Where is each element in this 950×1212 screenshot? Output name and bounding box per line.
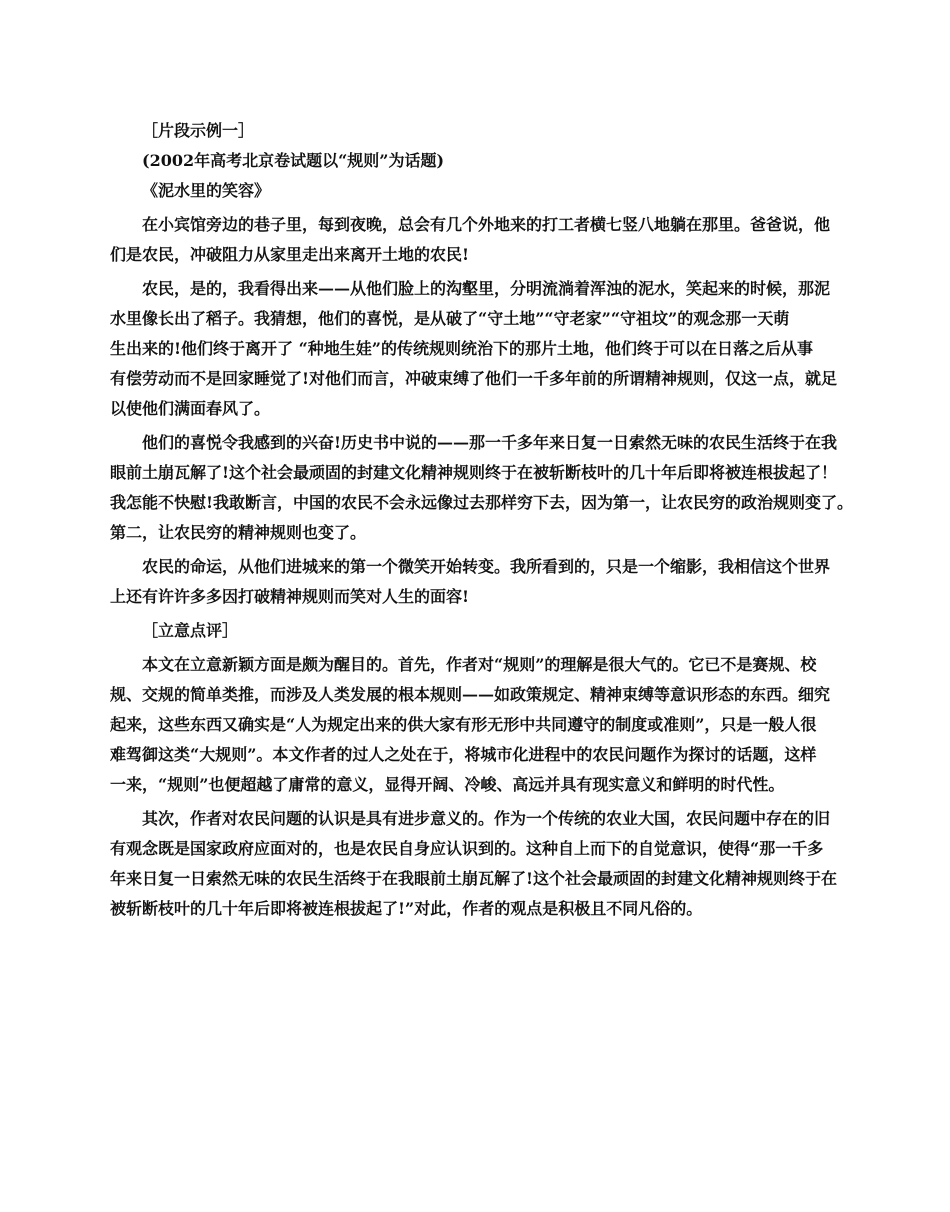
text-line: 们是农民，冲破阻力从家里走出来离开土地的农民! [110,245,470,264]
text-line: 我怎能不快慰!我敢断言，中国的农民不会永远像过去那样穷下去，因为第一，让农民穷的政治规则变了。 [110,493,854,512]
section-label: ［片段示例一］ [142,121,255,140]
text-line: 有观念既是国家政府应面对的，也是农民自身应认识到的。这种自上而下的自觉意识，使得“那一千多 [110,839,824,858]
text-line: 一来，“规则”也便超越了庸常的意义，显得开阔、冷峻、高远并具有现实意义和鲜明的时代性。 [110,775,785,794]
text-line: 农民，是的，我看得出来——从他们脸上的沟壑里，分明流淌着浑浊的泥水，笑起来的时候，那泥 [142,279,831,298]
text-line: 规、交规的简单类推，而涉及人类发展的根本规则——如政策规定、精神束缚等意识形态的东西。细究 [110,685,831,704]
text-line: 其次，作者对农民问题的认识是具有进步意义的。作为一个传统的农业大国，农民问题中存在的旧 [142,809,831,828]
text-line: 被斩断枝叶的几十年后即将被连根拔起了!”对此，作者的观点是积极且不同凡俗的。 [110,899,703,918]
text-line: 有偿劳动而不是回家睡觉了!对他们而言，冲破束缚了他们一千多年前的所谓精神规则，仅这一点，就足 [110,369,838,388]
text-line: 难驾御这类“大规则”。本文作者的过人之处在于，将城市化进程中的农民问题作为探讨的话题，这样 [110,745,817,764]
essay-title: 《泥水里的笑容》 [142,181,271,200]
text-line: 生出来的!他们终于离开了 “种地生娃”的传统规则统治下的那片土地，他们终于可以在日落之后从事 [110,339,814,358]
text-line: 上还有许许多多因打破精神规则而笑对人生的面容! [110,587,470,606]
text-line: 以使他们满面春风了。 [110,399,271,418]
commentary-paragraph [110,804,845,924]
text-line: 眼前土崩瓦解了!这个社会最顽固的封建文化精神规则终于在被斩断枝叶的几十年后即将被连根拔起了！ [110,463,838,482]
essay-paragraph [110,210,845,270]
source-note: (2002年高考北京卷试题以“规则”为话题) [142,151,445,170]
text-line: 起来，这些东西又确实是“人为规定出来的供大家有形无形中共同遵守的制度或准则”，只是一般人很 [110,715,817,734]
text-line: 他们的喜悦令我感到的兴奋!历史书中说的——那一千多年来日复一日索然无味的农民生活终于在我 [142,433,838,452]
document-content [110,116,854,924]
text-line: 农民的命运，从他们进城来的第一个微笑开始转变。我所看到的，只是一个缩影，我相信这个世界 [142,557,831,576]
text-line: 水里像长出了稻子。我猜想，他们的喜悦，是从破了“守土地”“守老家”“守祖坟”的观念那一天萌 [110,309,790,328]
text-line: 年来日复一日索然无味的农民生活终于在我眼前土崩瓦解了!这个社会最顽固的封建文化精神规则终于在 [110,869,838,888]
essay-paragraph [110,552,845,612]
essay-paragraph [110,274,845,424]
commentary-paragraph [110,650,845,800]
text-line: 本文在立意新颖方面是颇为醒目的。首先，作者对“规则”的理解是很大气的。它已不是赛规、校 [142,655,817,674]
commentary-label: ［立意点评］ [142,621,239,640]
essay-paragraph [110,428,854,548]
text-line: 在小宾馆旁边的巷子里，每到夜晚，总会有几个外地来的打工者横七竖八地躺在那里。爸爸说，他 [142,215,831,234]
text-line: 第二，让农民穷的精神规则也变了。 [110,523,367,542]
